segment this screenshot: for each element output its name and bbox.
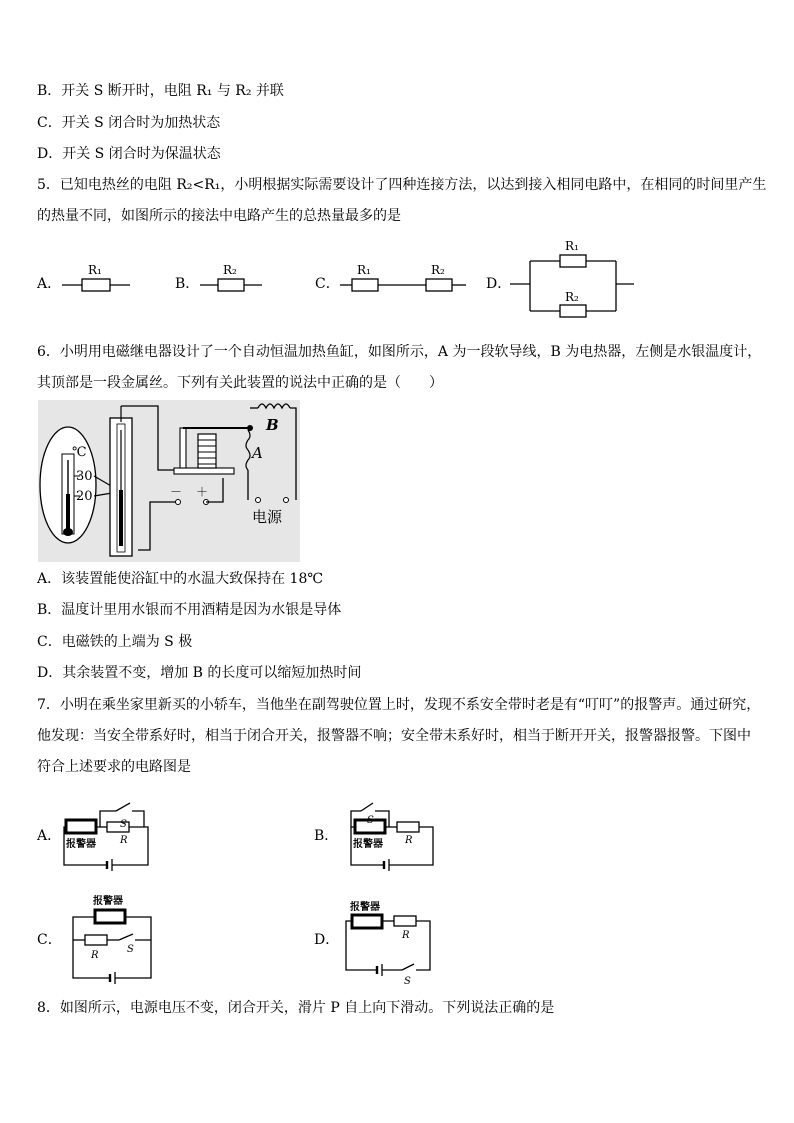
q5-c-resistor-r1 <box>352 279 378 291</box>
q5-d-r2-label: R₂ <box>565 290 579 304</box>
q7-d-alarm <box>352 915 382 928</box>
q5-c-resistor-r2 <box>426 279 452 291</box>
q7-stem-line3: 符合上述要求的电路图是 <box>37 759 191 775</box>
q8-stem-line1: 8．如图所示，电源电压不变，闭合开关，滑片 P 自上向下滑动。下列说法正确的是 <box>37 1000 555 1016</box>
q7-b-resistor <box>397 822 419 832</box>
q6-label-a: A <box>252 444 263 462</box>
q6-stem-line2: 其顶部是一段金属丝。下列有关此装置的说法中正确的是（ ） <box>37 375 443 391</box>
q5-option-b-label: B． <box>175 276 200 292</box>
q5-stem-line1: 5．已知电热丝的电阻 R₂<R₁，小明根据实际需要设计了四种连接方法，以达到接入相同电路中，在相同的时间里产生 <box>37 177 767 193</box>
q6-stem-line1: 6．小明用电磁继电器设计了一个自动恒温加热鱼缸，如图所示，A 为一段软导线，B 为电热器，左侧是水银温度计， <box>37 344 762 360</box>
q7-c-r-label: R <box>91 950 99 961</box>
q4-option-c: C．开关 S 闭合时为加热状态 <box>37 115 221 131</box>
q7-d-r-label: R <box>402 930 410 941</box>
q6-thermostat-diagram <box>38 400 300 562</box>
q5-circuit-c <box>338 260 483 300</box>
q7-a-r-label: R <box>120 835 128 846</box>
q6-option-b: B．温度计里用水银而不用酒精是因为水银是导体 <box>37 602 342 618</box>
q7-a-alarm <box>66 820 96 833</box>
q5-c-r2-label: R₂ <box>431 263 445 277</box>
q6-unit-label: ℃ <box>72 445 87 460</box>
q7-d-switch-label: S <box>404 976 411 987</box>
q6-option-a: A．该装置能使浴缸中的水温大致保持在 18℃ <box>37 571 324 587</box>
q6-relay-base <box>174 468 234 474</box>
q5-option-a-label: A． <box>37 276 62 292</box>
q7-b-r-label: R <box>405 835 413 846</box>
q7-c-alarm <box>95 910 125 923</box>
q6-tick-30: 30 <box>76 469 93 484</box>
q6-minus-sign: － <box>170 485 183 499</box>
q5-circuit-b <box>198 260 273 300</box>
q7-option-d-label: D． <box>314 932 340 948</box>
q7-c-switch-label: S <box>127 944 134 955</box>
q4-option-d: D．开关 S 闭合时为保温状态 <box>37 146 221 162</box>
q5-stem-line2: 的热量不同，如图所示的接法中电路产生的总热量最多的是 <box>37 208 401 224</box>
q5-option-d-label: D． <box>486 276 512 292</box>
q7-circuit-b <box>345 795 445 875</box>
q5-d-resistor-r1 <box>560 255 586 267</box>
q7-circuit-d <box>342 898 442 987</box>
q7-circuit-a <box>60 795 160 875</box>
q7-option-b-label: B． <box>314 828 339 844</box>
q6-option-d: D．其余装置不变，增加 B 的长度可以缩短加热时间 <box>37 665 362 681</box>
q5-b-resistor-r2 <box>218 279 244 291</box>
q5-circuit-d <box>508 235 643 325</box>
q7-d-resistor <box>394 916 416 926</box>
q5-option-c-label: C． <box>315 276 340 292</box>
q6-tick-20: 20 <box>76 489 93 504</box>
q7-d-alarm-label: 报警器 <box>350 902 380 913</box>
q6-plus-sign: ＋ <box>196 485 209 499</box>
q7-b-alarm-label: 报警器 <box>353 839 383 850</box>
q6-option-c: C．电磁铁的上端为 S 极 <box>37 634 193 650</box>
q6-label-b: B <box>266 416 279 434</box>
q7-a-switch-label: S <box>120 819 127 830</box>
q4-option-b: B．开关 S 断开时，电阻 R₁ 与 R₂ 并联 <box>37 83 284 99</box>
q5-b-r2-label: R₂ <box>223 263 237 277</box>
q5-a-r1-label: R₁ <box>88 263 102 277</box>
q7-a-alarm-label: 报警器 <box>66 839 96 850</box>
q5-d-r1-label: R₁ <box>565 239 579 253</box>
q7-option-c-label: C． <box>37 932 62 948</box>
q5-a-resistor-r1 <box>82 279 110 291</box>
q7-circuit-c <box>65 890 165 985</box>
q7-c-resistor <box>85 935 107 945</box>
q5-d-resistor-r2 <box>560 305 586 317</box>
q7-option-a-label: A． <box>37 828 62 844</box>
q7-c-alarm-label: 报警器 <box>93 896 123 907</box>
q7-b-switch-label: S <box>367 815 374 826</box>
q7-stem-line2: 他发现：当安全带系好时，相当于闭合开关，报警器不响；安全带未系好时，相当于断开开关，报警器报警。下图中 <box>37 728 751 744</box>
q5-c-r1-label: R₁ <box>357 263 371 277</box>
q5-circuit-a <box>60 260 135 300</box>
q6-power-label: 电源 <box>252 508 283 526</box>
q6-electromagnet <box>198 434 216 468</box>
q7-stem-line1: 7．小明在乘坐家里新买的小轿车，当他坐在副驾驶位置上时，发现不系安全带时老是有“叮叮”的报警声。通过研究， <box>37 697 761 713</box>
